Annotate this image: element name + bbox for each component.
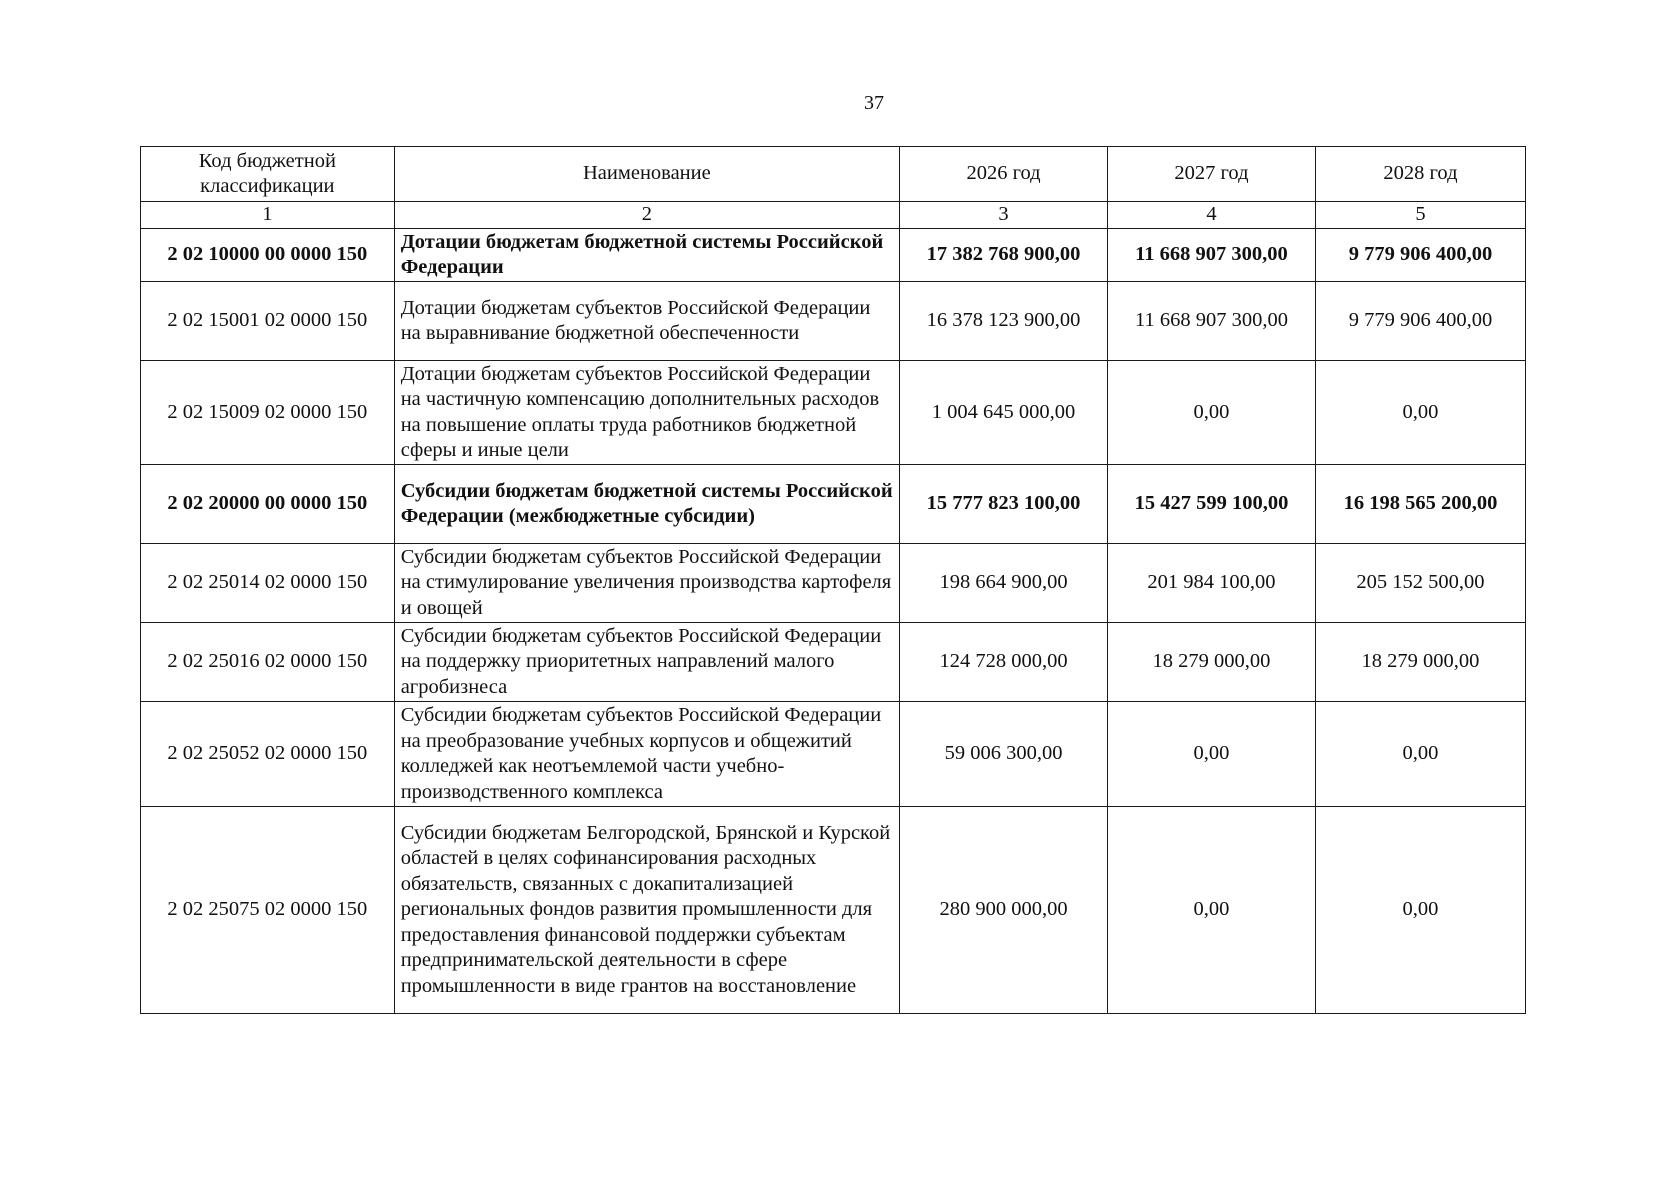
row-name: Субсидии бюджетам субъектов Российской Федерации на преобразование учебных корпусов и общежитий колледжей как неотъемлемой части учебно-производственного комплекса: [394, 702, 899, 807]
row-2028: 18 279 000,00: [1315, 623, 1525, 702]
table-row: [141, 702, 1526, 807]
row-2026: 15 777 823 100,00: [900, 465, 1108, 544]
column-number: 3: [900, 202, 1108, 229]
header-2028: 2028 год: [1315, 147, 1525, 202]
header-code: Код бюджетной классификации: [141, 147, 395, 202]
column-number: 2: [394, 202, 899, 229]
row-2028: 0,00: [1315, 702, 1525, 807]
page-number: 37: [864, 92, 884, 114]
row-2027: 201 984 100,00: [1107, 544, 1315, 623]
row-code: 2 02 25075 02 0000 150: [141, 807, 395, 1014]
header-name: Наименование: [394, 147, 899, 202]
row-2028: 9 779 906 400,00: [1315, 282, 1525, 361]
row-name: Субсидии бюджетам бюджетной системы Российской Федерации (межбюджетные субсидии): [394, 465, 899, 544]
column-number: 4: [1107, 202, 1315, 229]
row-2026: 280 900 000,00: [900, 807, 1108, 1014]
row-2027: 11 668 907 300,00: [1107, 282, 1315, 361]
row-2027: 0,00: [1107, 361, 1315, 465]
row-2028: 0,00: [1315, 807, 1525, 1014]
header-2027: 2027 год: [1107, 147, 1315, 202]
row-2028: 205 152 500,00: [1315, 544, 1525, 623]
row-code: 2 02 20000 00 0000 150: [141, 465, 395, 544]
row-2027: 11 668 907 300,00: [1107, 229, 1315, 282]
row-name: Субсидии бюджетам субъектов Российской Федерации на стимулирование увеличения производства картофеля и овощей: [394, 544, 899, 623]
row-code: 2 02 10000 00 0000 150: [141, 229, 395, 282]
table-header-row: [141, 147, 1526, 202]
row-2028: 16 198 565 200,00: [1315, 465, 1525, 544]
column-number: 1: [141, 202, 395, 229]
table-row: [141, 229, 1526, 282]
table-row: [141, 807, 1526, 1014]
row-2027: 0,00: [1107, 702, 1315, 807]
row-2026: 17 382 768 900,00: [900, 229, 1108, 282]
row-code: 2 02 15001 02 0000 150: [141, 282, 395, 361]
row-2026: 1 004 645 000,00: [900, 361, 1108, 465]
row-2028: 0,00: [1315, 361, 1525, 465]
header-2026: 2026 год: [900, 147, 1108, 202]
row-2027: 15 427 599 100,00: [1107, 465, 1315, 544]
table-row: [141, 361, 1526, 465]
row-code: 2 02 25052 02 0000 150: [141, 702, 395, 807]
table-row: [141, 544, 1526, 623]
row-2026: 198 664 900,00: [900, 544, 1108, 623]
row-name: Дотации бюджетам бюджетной системы Российской Федерации: [394, 229, 899, 282]
table-row: [141, 465, 1526, 544]
table-row: [141, 282, 1526, 361]
row-name: Дотации бюджетам субъектов Российской Федерации на частичную компенсацию дополнительных расходов на повышение оплаты труда работников бюджетной сферы и иные цели: [394, 361, 899, 465]
column-number-row: [141, 202, 1526, 229]
row-2028: 9 779 906 400,00: [1315, 229, 1525, 282]
row-2027: 18 279 000,00: [1107, 623, 1315, 702]
budget-table: [140, 146, 1526, 1014]
row-code: 2 02 25014 02 0000 150: [141, 544, 395, 623]
row-name: Субсидии бюджетам Белгородской, Брянской и Курской областей в целях софинансирования расходных обязательств, связанных с докапитализацией региональных фондов развития промышленности для предоставления финансовой поддержки субъектам предпринимательской деятельности в сфере промышленности в виде грантов на восстановление: [394, 807, 899, 1014]
column-number: 5: [1315, 202, 1525, 229]
row-code: 2 02 15009 02 0000 150: [141, 361, 395, 465]
row-name: Дотации бюджетам субъектов Российской Федерации на выравнивание бюджетной обеспеченности: [394, 282, 899, 361]
row-2026: 124 728 000,00: [900, 623, 1108, 702]
row-code: 2 02 25016 02 0000 150: [141, 623, 395, 702]
row-2027: 0,00: [1107, 807, 1315, 1014]
row-2026: 16 378 123 900,00: [900, 282, 1108, 361]
table-row: [141, 623, 1526, 702]
row-name: Субсидии бюджетам субъектов Российской Федерации на поддержку приоритетных направлений малого агробизнеса: [394, 623, 899, 702]
row-2026: 59 006 300,00: [900, 702, 1108, 807]
